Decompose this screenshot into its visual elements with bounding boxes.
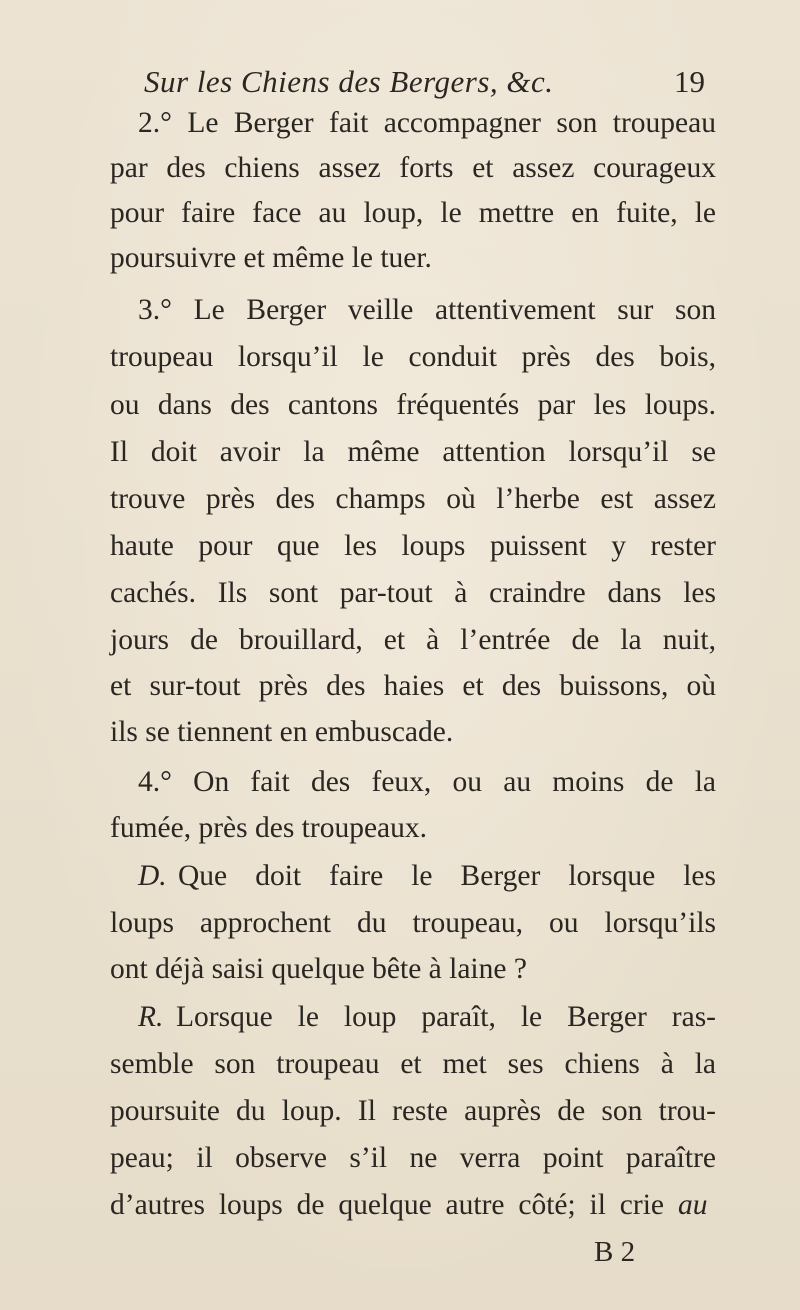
text-line: semble son troupeau et met ses chiens à la xyxy=(110,1048,716,1080)
text-line: par des chiens assez forts et assez courageux xyxy=(110,152,716,184)
text-line: ou dans des cantons fréquentés par les loups. xyxy=(110,389,716,421)
text-line: jours de brouillard, et à l’entrée de la nuit, xyxy=(110,624,716,656)
signature-mark: B 2 xyxy=(594,1236,636,1268)
text-line: 3.° Le Berger veille attentivement sur son xyxy=(138,294,716,326)
question-label: D. xyxy=(138,860,167,892)
text-line: loups approchent du troupeau, ou lorsqu’ils xyxy=(110,907,716,939)
text-line: Il doit avoir la même attention lorsqu’il se xyxy=(110,436,716,468)
text-line: Lorsque le loup paraît, le Berger ras- xyxy=(176,1001,716,1033)
page-number: 19 xyxy=(674,64,705,99)
text-line: haute pour que les loups puissent y rester xyxy=(110,530,716,562)
text-line: 4.° On fait des feux, ou au moins de la xyxy=(138,766,716,798)
text-line: ont déjà saisi quelque bête à laine ? xyxy=(110,953,527,985)
text-line: d’autres loups de quelque autre côté; il crie xyxy=(110,1189,664,1221)
text-line: poursuite du loup. Il reste auprès de son trou- xyxy=(110,1095,716,1127)
running-head xyxy=(0,64,800,104)
running-title: Sur les Chiens des Bergers, &c. xyxy=(144,64,554,99)
text-line: pour faire face au loup, le mettre en fuite, le xyxy=(110,197,716,229)
text-line: 2.° Le Berger fait accompagner son troupeau xyxy=(138,107,716,139)
text-line: trouve près des champs où l’herbe est assez xyxy=(110,483,716,515)
text-line: poursuivre et même le tuer. xyxy=(110,242,432,274)
text-line: cachés. Ils sont par-tout à craindre dans les xyxy=(110,577,716,609)
text-line: peau; il observe s’il ne verra point paraître xyxy=(110,1142,716,1174)
text-line: ils se tiennent en embuscade. xyxy=(110,716,454,748)
text-line: fumée, près des troupeaux. xyxy=(110,812,428,844)
answer-label: R. xyxy=(138,1001,164,1033)
text-line: troupeau lorsqu’il le conduit près des bois, xyxy=(110,341,716,373)
text-line: et sur-tout près des haies et des buissons, où xyxy=(110,670,716,702)
text-line: Que doit faire le Berger lorsque les xyxy=(178,860,716,892)
catchword-au: au xyxy=(678,1189,708,1221)
